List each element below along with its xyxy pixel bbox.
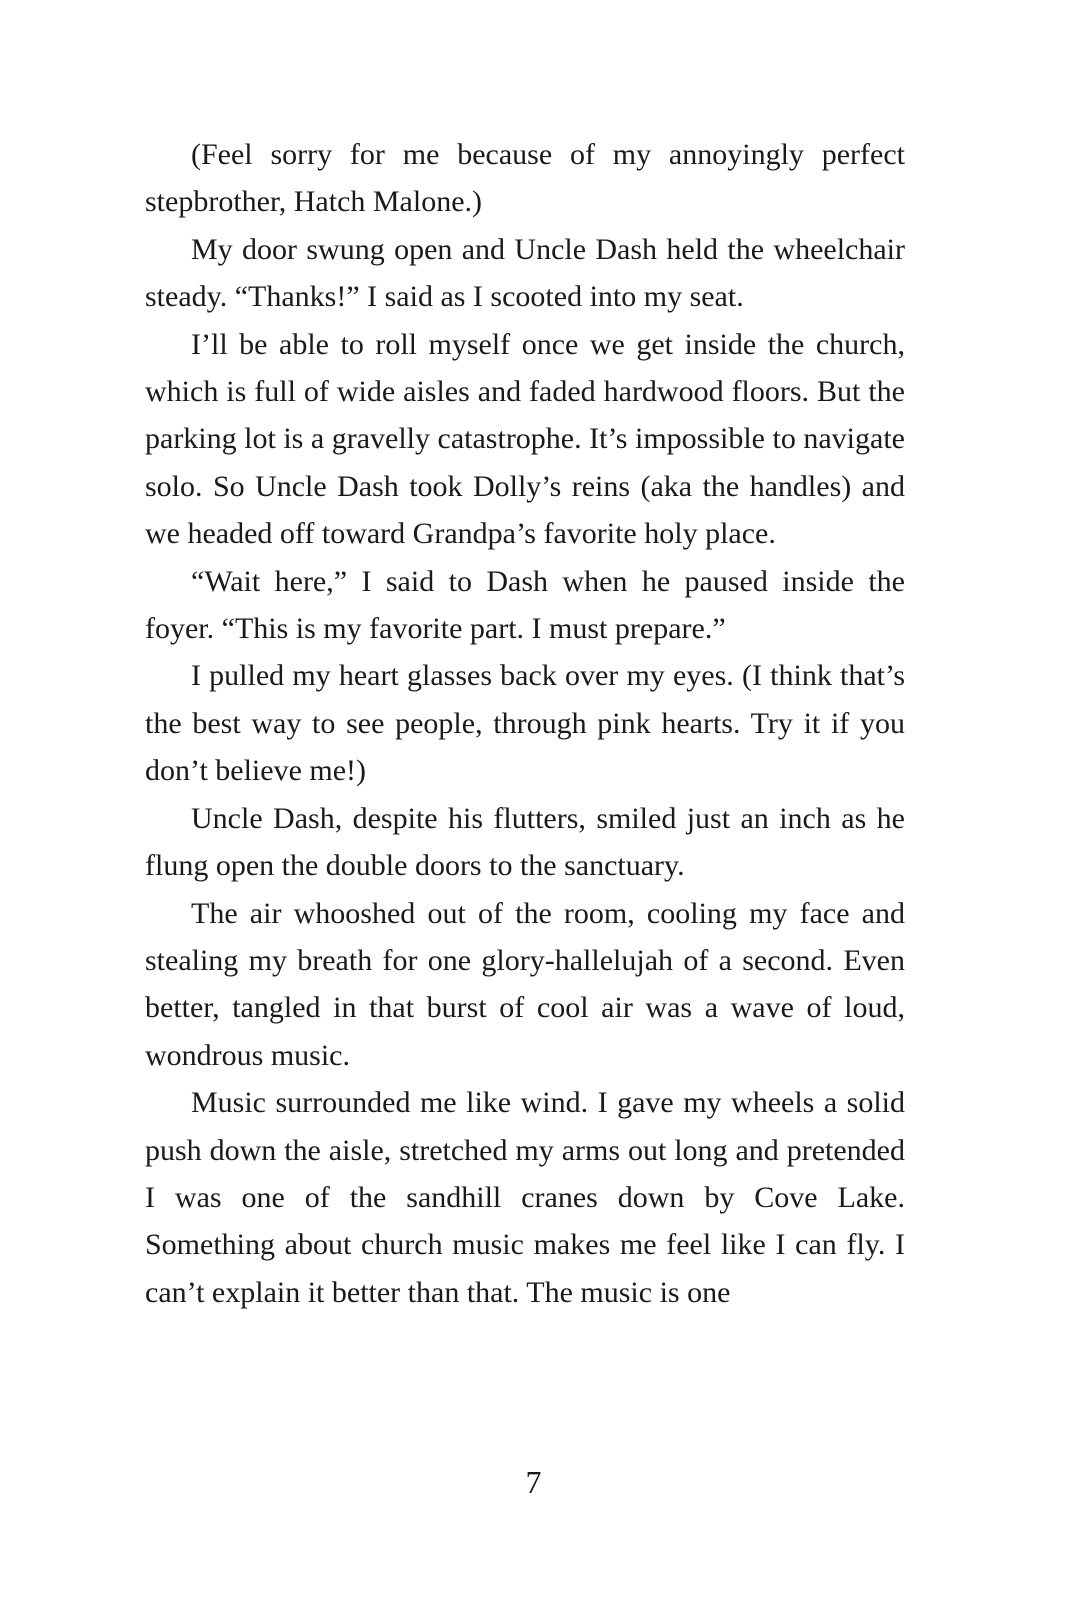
paragraph-4: “Wait here,” I said to Dash when he paused inside the foyer. “This is my favorite part. I must prepare.” (145, 564, 905, 646)
page-number: 7 (525, 1464, 542, 1500)
paragraph-3: I’ll be able to roll myself once we get inside the church, which is full of wide aisles and faded hardwood floors. But the parking lot is a gravelly catastrophe. It’s impossible to navigate solo. So Uncle Dash took Dolly’s reins (aka the handles) and we headed off toward Grandpa’s favorite holy place. (145, 327, 905, 551)
paragraph-5: I pulled my heart glasses back over my eyes. (I think that’s the best way to see people, through pink hearts. Try it if you don’t believe me!) (145, 659, 905, 788)
paragraph-8: Music surrounded me like wind. I gave my wheels a solid push down the aisle, stretched my arms out long and pretended I was one of the sandhill cranes down by Cove Lake. Something about church music makes me feel like I can fly. I can’t explain it better than that. The music is one (145, 1086, 905, 1309)
paragraph-2: My door swung open and Uncle Dash held the wheelchair steady. “Thanks!” I said as I scooted into my seat. (145, 232, 905, 314)
paragraph-7: The air whooshed out of the room, cooling my face and stealing my breath for one glory-hallelujah of a second. Even better, tangled in that burst of cool air was a wave of loud, wondrous music. (145, 896, 905, 1072)
body-text (145, 131, 905, 1316)
paragraph-1: (Feel sorry for me because of my annoyingly perfect stepbrother, Hatch Malone.) (145, 138, 905, 219)
paragraph-6: Uncle Dash, despite his flutters, smiled just an inch as he flung open the double doors to the sanctuary. (145, 801, 905, 883)
